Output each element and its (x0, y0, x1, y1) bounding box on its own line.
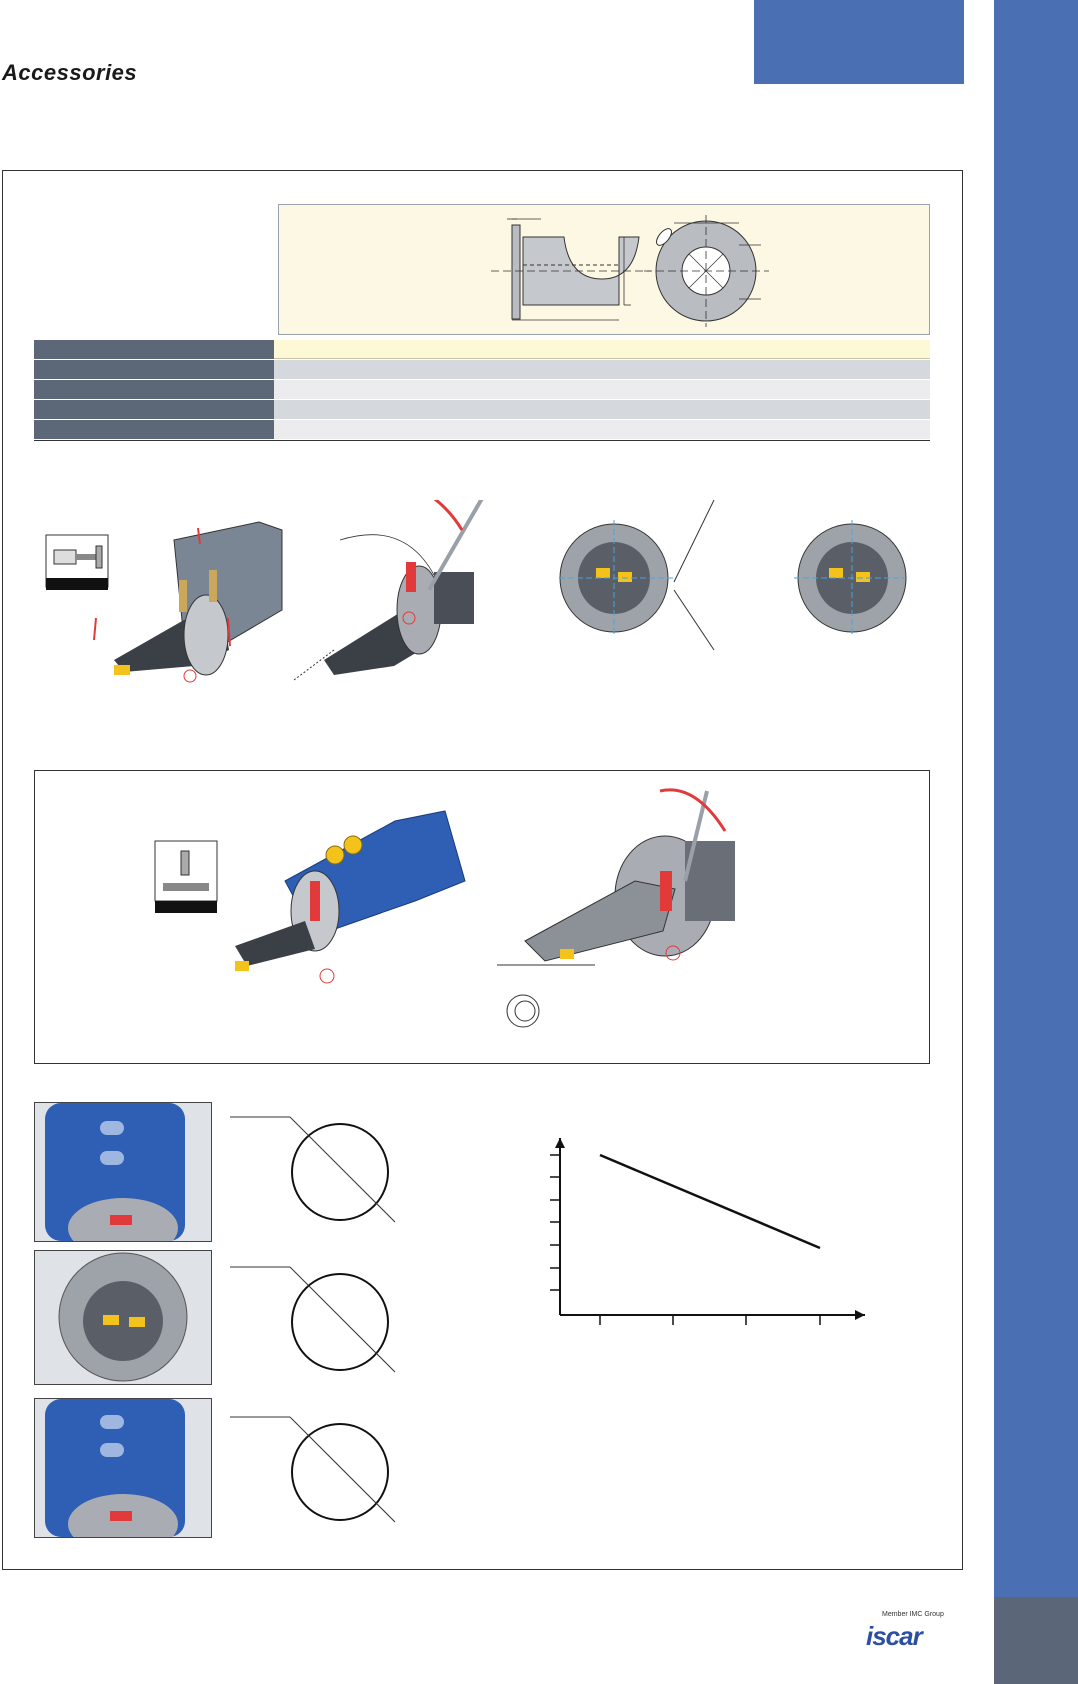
table-row (34, 360, 930, 379)
side-page-tab (994, 1597, 1078, 1684)
dimension-drawing (279, 205, 929, 334)
spec-table (34, 340, 930, 440)
section-tab (754, 0, 964, 84)
holder-photo (34, 1102, 212, 1242)
milling-setup-illustrations (35, 771, 929, 1063)
holder-photo-2 (34, 1398, 212, 1538)
side-section-tab (994, 0, 1078, 1597)
table-row (34, 380, 930, 399)
reference-line-icon (230, 1117, 395, 1222)
adjustment-circle-diagrams (230, 1112, 410, 1552)
lathe-setup-icon (46, 535, 108, 590)
milling-setup-icon (155, 841, 217, 913)
table-row (34, 420, 930, 439)
milling-setup-box (34, 770, 930, 1064)
dimension-drawing-panel (278, 204, 930, 335)
lathe-setup-illustrations (34, 500, 934, 700)
table-row (34, 340, 930, 359)
table-row (34, 400, 930, 419)
adjustment-graph (540, 1130, 870, 1330)
dial-photo (34, 1250, 212, 1385)
scale-dial-icon (559, 500, 714, 650)
page-title: Accessories (2, 60, 138, 85)
table-divider (34, 440, 930, 441)
company-logo: Member IMC Group iscar (866, 1611, 944, 1651)
